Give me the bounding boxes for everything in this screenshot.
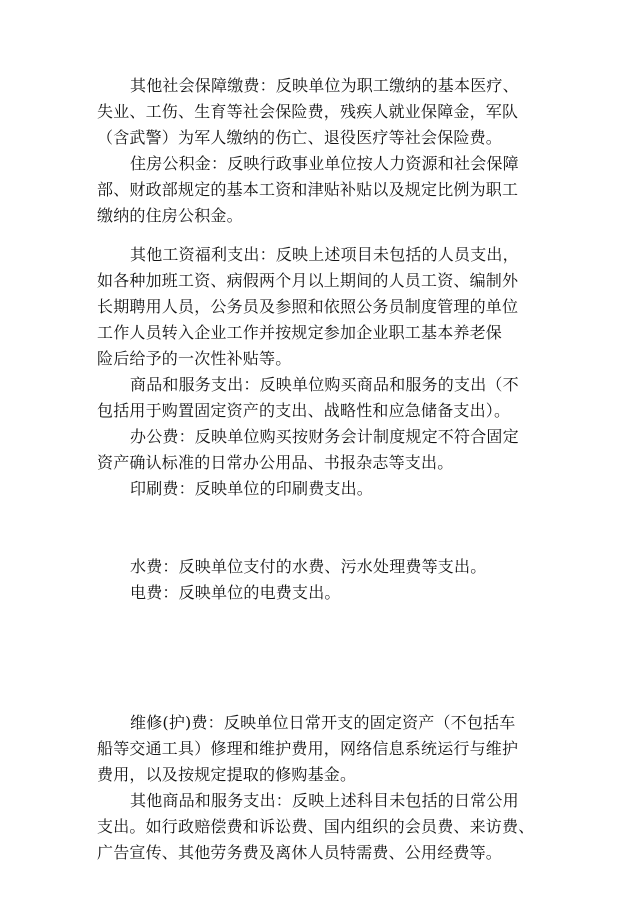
text-line: 缴纳的住房公积金。 xyxy=(97,206,243,225)
text-line: 商品和服务支出：反映单位购买商品和服务的支出（不 xyxy=(130,375,519,394)
text-line: 其他社会保障缴费：反映单位为职工缴纳的基本医疗、 xyxy=(130,76,519,95)
text-line: 船等交通工具）修理和维护费用，网络信息系统运行与维护 xyxy=(97,739,519,758)
text-line: 部、财政部规定的基本工资和津贴补贴以及规定比例为职工 xyxy=(97,180,519,199)
text-line: 水费：反映单位支付的水费、污水处理费等支出。 xyxy=(130,557,487,576)
text-line: 工作人员转入企业工作并按规定参加企业职工基本养老保 xyxy=(97,323,503,342)
text-line: 其他商品和服务支出：反映上述科目未包括的日常公用 xyxy=(130,791,519,810)
text-line: 支出。如行政赔偿费和诉讼费、国内组织的会员费、来访费、 xyxy=(97,817,535,836)
text-line: 维修(护)费：反映单位日常开支的固定资产（不包括车 xyxy=(130,713,516,732)
text-line: 广告宣传、其他劳务费及离休人员特需费、公用经费等。 xyxy=(97,843,503,862)
text-line: 包括用于购置固定资产的支出、战略性和应急储备支出）。 xyxy=(97,401,511,420)
text-line: 印刷费：反映单位的印刷费支出。 xyxy=(130,479,374,498)
text-line: 资产确认标准的日常办公用品、书报杂志等支出。 xyxy=(97,453,454,472)
text-line: 如各种加班工资、病假两个月以上期间的人员工资、编制外 xyxy=(97,271,519,290)
text-line: 住房公积金：反映行政事业单位按人力资源和社会保障 xyxy=(130,154,519,173)
text-line: 其他工资福利支出：反映上述项目未包括的人员支出， xyxy=(130,245,519,264)
text-line: 长期聘用人员，公务员及参照和依照公务员制度管理的单位 xyxy=(97,297,519,316)
text-line: （含武警）为军人缴纳的伤亡、退役医疗等社会保险费。 xyxy=(97,128,503,147)
text-line: 办公费：反映单位购买按财务会计制度规定不符合固定 xyxy=(130,427,519,446)
text-line: 电费：反映单位的电费支出。 xyxy=(130,583,341,602)
text-line: 险后给予的一次性补贴等。 xyxy=(97,349,292,368)
text-line: 失业、工伤、生育等社会保险费，残疾人就业保障金，军队 xyxy=(97,102,519,121)
text-line: 费用，以及按规定提取的修购基金。 xyxy=(97,765,357,784)
